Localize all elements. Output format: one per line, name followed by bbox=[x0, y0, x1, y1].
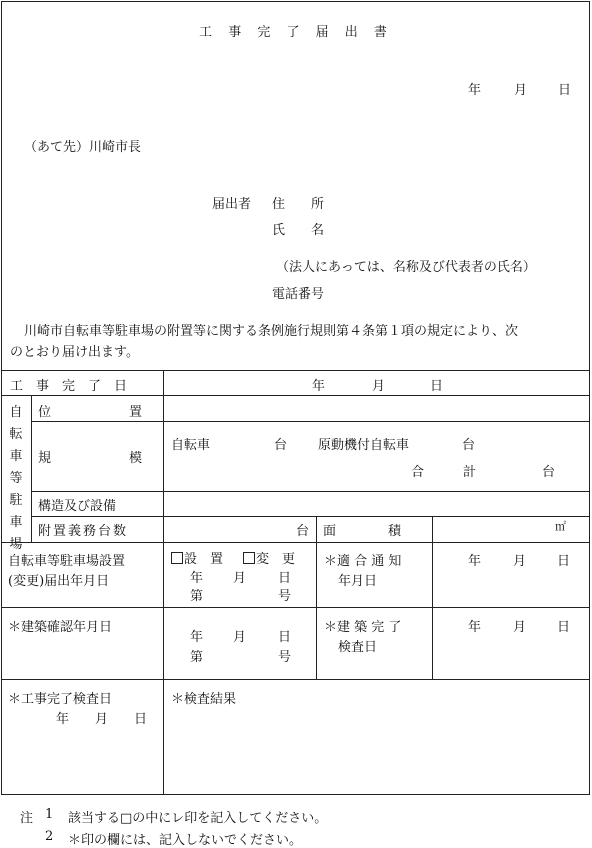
row-line bbox=[31, 516, 590, 517]
note1-number: 1 bbox=[45, 807, 54, 822]
phone-label: 電話番号 bbox=[272, 287, 325, 302]
note1-text: 該当する□の中にレ印を記入してください。 bbox=[68, 811, 328, 826]
scale-total-label: 合 計 bbox=[411, 465, 477, 480]
row-line bbox=[31, 421, 590, 422]
row-line bbox=[31, 491, 590, 492]
col-line bbox=[31, 395, 32, 542]
inspection-label-line2: 年 月 日 bbox=[56, 712, 148, 727]
checkbox-install[interactable] bbox=[171, 552, 183, 564]
scale-bicycle-label: 自転車 bbox=[171, 438, 211, 453]
setup-day: 日 bbox=[278, 571, 292, 586]
form-title: 工 事 完 了 届 出 書 bbox=[199, 25, 393, 40]
setup-month: 月 bbox=[233, 571, 247, 586]
body-text-line1: 川崎市自転車等駐車場の附置等に関する条例施行規則第４条第１項の規定により、次 bbox=[24, 324, 519, 339]
location-label: 位 置 bbox=[38, 405, 143, 420]
setup-label-line2: (変更)届出年月日 bbox=[8, 574, 110, 589]
required-count-unit: 台 bbox=[296, 524, 310, 539]
completion-day: 日 bbox=[430, 379, 444, 394]
col-line bbox=[316, 516, 317, 679]
building-confirm-month: 月 bbox=[233, 630, 247, 645]
setup-option-install[interactable]: 設 置 bbox=[171, 548, 223, 567]
header-day: 日 bbox=[558, 83, 572, 98]
setup-number-suffix: 号 bbox=[278, 589, 292, 604]
col-line bbox=[163, 370, 164, 795]
setup-number-label: 第 bbox=[190, 589, 204, 604]
notes-prefix: 注 bbox=[20, 811, 34, 826]
area-label: 面 積 bbox=[323, 524, 402, 539]
building-confirm-number-suffix: 号 bbox=[278, 650, 292, 665]
setup-option-change[interactable]: 変 更 bbox=[243, 548, 295, 567]
scale-bicycle-unit: 台 bbox=[274, 438, 288, 453]
row-line bbox=[1, 679, 590, 680]
completion-date-label: 工 事 完 了 日 bbox=[10, 379, 128, 394]
conformity-year: 年 bbox=[468, 554, 482, 569]
conformity-day: 日 bbox=[557, 554, 571, 569]
parking-group-label: 自 転 車 等 駐 車 場 bbox=[9, 405, 23, 552]
building-complete-label-line1: ＊建 築 完 了 bbox=[324, 620, 402, 635]
body-text-line2: のとおり届け出ます。 bbox=[10, 345, 139, 360]
header-month: 月 bbox=[514, 83, 528, 98]
name-label: 氏 名 bbox=[272, 223, 325, 238]
location-field[interactable] bbox=[165, 397, 589, 419]
building-confirm-day: 日 bbox=[278, 630, 292, 645]
table-top-line bbox=[1, 370, 590, 371]
row-line bbox=[1, 395, 590, 396]
note2-text: ＊印の欄には、記入しないでください。 bbox=[68, 833, 303, 848]
note2-number: 2 bbox=[45, 829, 54, 844]
addressee: （あて先）川崎市長 bbox=[24, 140, 142, 155]
setup-year: 年 bbox=[190, 571, 204, 586]
inspection-result-label: ＊検査結果 bbox=[171, 692, 237, 707]
structure-field[interactable] bbox=[165, 493, 589, 515]
scale-total-unit: 台 bbox=[542, 465, 556, 480]
completion-year: 年 bbox=[312, 379, 326, 394]
header-year: 年 bbox=[468, 83, 482, 98]
inspection-label-line1: ＊工事完了検査日 bbox=[8, 692, 113, 707]
conformity-label-line2: 年月日 bbox=[338, 574, 378, 589]
scale-motor-unit: 台 bbox=[462, 438, 476, 453]
col-line bbox=[432, 516, 433, 679]
address-label: 住 所 bbox=[272, 197, 325, 212]
conformity-month: 月 bbox=[513, 554, 527, 569]
scale-motor-label: 原動機付自転車 bbox=[318, 438, 410, 453]
checkbox-change[interactable] bbox=[243, 552, 255, 564]
conformity-label-line1: ＊適 合 通 知 bbox=[324, 554, 402, 569]
structure-label: 構造及び設備 bbox=[38, 499, 117, 514]
building-complete-year: 年 bbox=[468, 620, 482, 635]
building-confirm-label: ＊建築確認年月日 bbox=[8, 620, 113, 635]
scale-label: 規 模 bbox=[38, 451, 143, 466]
building-confirm-number-label: 第 bbox=[190, 650, 204, 665]
applicant-label: 届出者 bbox=[212, 197, 252, 212]
building-complete-label-line2: 検査日 bbox=[338, 640, 378, 655]
row-line bbox=[1, 607, 590, 608]
building-complete-day: 日 bbox=[557, 620, 571, 635]
building-confirm-year: 年 bbox=[190, 630, 204, 645]
completion-month: 月 bbox=[372, 379, 386, 394]
corporation-note: （法人にあっては、名称及び代表者の氏名） bbox=[276, 260, 536, 275]
setup-label-line1: 自転車等駐車場設置 bbox=[8, 554, 126, 569]
required-count-label: 附置義務台数 bbox=[38, 524, 129, 539]
area-unit: ㎡ bbox=[555, 520, 566, 533]
row-line bbox=[1, 542, 590, 543]
building-complete-month: 月 bbox=[513, 620, 527, 635]
